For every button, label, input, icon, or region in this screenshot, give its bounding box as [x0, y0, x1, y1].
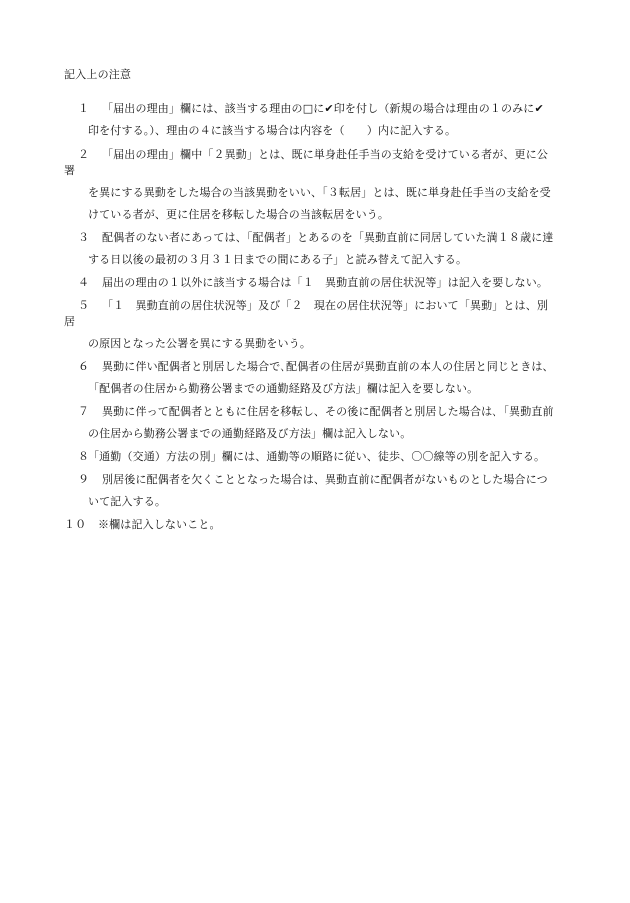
- note-item-2-line-2: 署: [64, 164, 76, 177]
- note-number: ８: [78, 450, 90, 463]
- note-number: ４: [78, 276, 90, 289]
- note-item-5-line-2: 居: [64, 315, 76, 328]
- note-item-2-line-4: けている者が、更に住居を移転した場合の当該転居をいう。: [88, 208, 390, 221]
- note-text: 「届出の理由」欄中「２異動」とは、既に単身赴任手当の支給を受けている者が、更に公: [102, 148, 548, 161]
- note-number: ９: [78, 473, 90, 486]
- note-item-4-first-line: [78, 276, 548, 290]
- note-item-9-line-2: いて記入する。: [88, 495, 167, 508]
- note-item-2-line-3: を異にする異動をした場合の当該異動をいい、「３転居」とは、既に単身赴任手当の支給を受: [88, 186, 551, 199]
- note-item-9-first-line: [78, 473, 548, 487]
- page-title: 記入上の注意: [64, 68, 132, 81]
- note-item-1-line-2: 印を付する。）、理由の４に該当する場合は内容を（ ）内に記入する。: [88, 124, 457, 137]
- note-item-5-first-line: [78, 299, 548, 313]
- note-item-7-line-2: の住居から勤務公署までの通勤経路及び方法」欄は記入しない。: [88, 427, 412, 440]
- note-number: １０: [64, 518, 87, 531]
- note-text: 「１ 異動直前の居住状況等」及び「２ 現在の居住状況等」において「異動」とは、別: [102, 299, 548, 312]
- note-item-7-first-line: [78, 405, 554, 419]
- note-text: 「届出の理由」欄には、該当する理由の□に✔印を付し（新規の場合は理由の１のみに✔: [102, 102, 544, 115]
- note-item-3-line-2: する日以後の最初の３月３１日までの間にある子」と読み替えて記入する。: [88, 253, 468, 266]
- note-item-1-first-line: [78, 102, 544, 116]
- note-item-2-first-line: [78, 148, 548, 162]
- note-number: ５: [78, 299, 90, 312]
- note-text: 異動に伴って配偶者とともに住居を移転し、その後に配偶者と別居した場合は､「異動直前: [102, 405, 554, 418]
- note-text: 「通勤（交通）方法の別」欄には、通勤等の順路に従い、徒歩、〇〇線等の別を記入する。: [88, 450, 546, 463]
- note-number: ６: [78, 360, 90, 373]
- note-item-6-first-line: [78, 360, 554, 374]
- note-text: 別居後に配偶者を欠くこととなった場合は、異動直前に配偶者がないものとした場合につ: [102, 473, 548, 486]
- note-text: ※欄は記入しないこと。: [98, 518, 221, 531]
- note-number: ３: [78, 231, 90, 244]
- note-text: 配偶者のない者にあっては、「配偶者」とあるのを「異動直前に同居していた満１８歳に達: [102, 231, 554, 244]
- note-text: 届出の理由の１以外に該当する場合は「１ 異動直前の居住状況等」は記入を要しない。: [102, 276, 548, 289]
- note-text: 異動に伴い配偶者と別居した場合で､配偶者の住居が異動直前の本人の住居と同じときは、: [102, 360, 554, 373]
- note-number: １: [78, 102, 90, 115]
- note-number: ７: [78, 405, 90, 418]
- note-item-5-line-3: の原因となった公署を異にする異動をいう。: [88, 337, 311, 350]
- note-item-3-first-line: [78, 231, 554, 245]
- note-item-10-first-line: [64, 518, 221, 532]
- note-item-8-first-line: [78, 450, 545, 464]
- note-item-6-line-2: 「配偶者の住居から勤務公署までの通勤経路及び方法」欄は記入を要しない。: [88, 382, 479, 395]
- note-number: ２: [78, 148, 90, 161]
